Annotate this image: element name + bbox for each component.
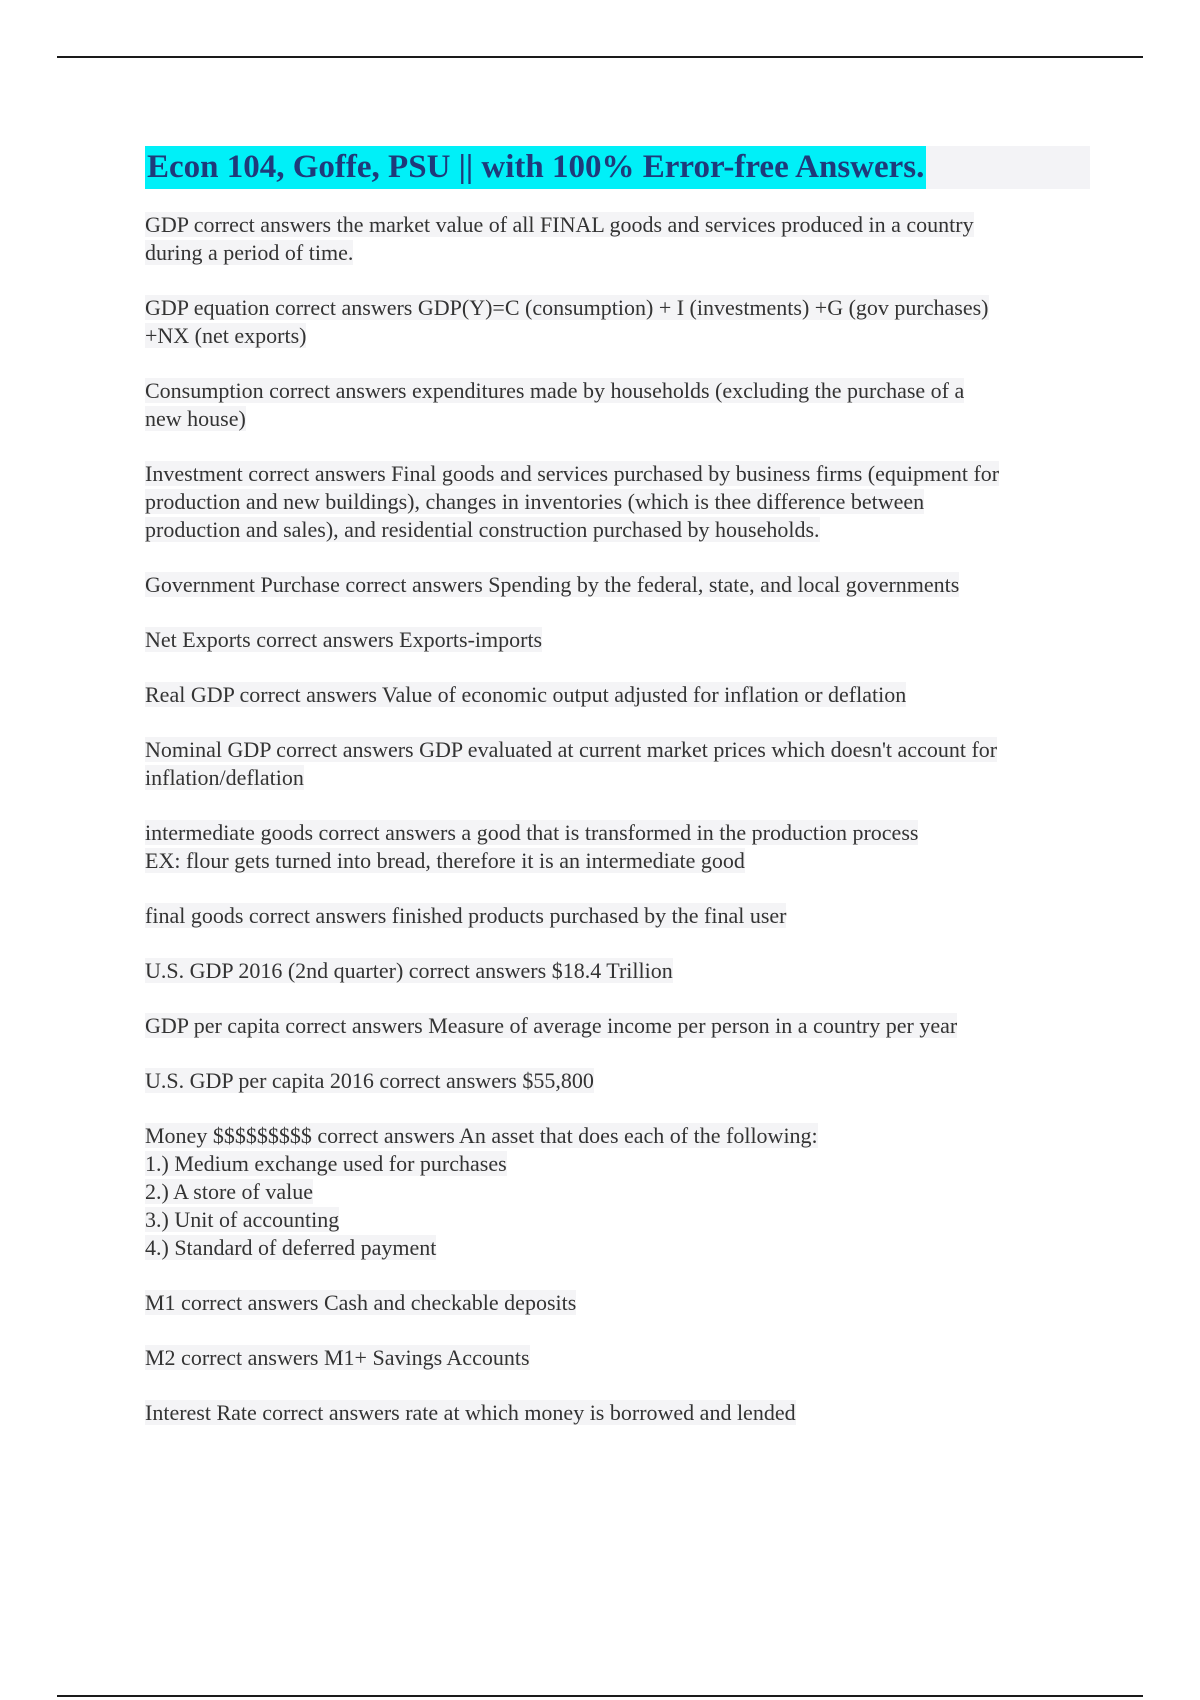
entry-line-text: Real GDP correct answers Value of economic output adjusted for inflation or deflation bbox=[145, 682, 907, 707]
entry-line-text: GDP per capita correct answers Measure of average income per person in a country per year bbox=[145, 1013, 958, 1038]
entry-line bbox=[145, 1012, 1090, 1040]
entry-line-text: Government Purchase correct answers Spending by the federal, state, and local governments bbox=[145, 572, 960, 597]
qa-entry bbox=[145, 1122, 1090, 1262]
entry-line bbox=[145, 1122, 1090, 1150]
entry-line-text: M1 correct answers Cash and checkable deposits bbox=[145, 1290, 577, 1315]
entry-line bbox=[145, 1399, 1090, 1427]
entry-line-text: 4.) Standard of deferred payment bbox=[145, 1235, 437, 1260]
entry-line-text: Net Exports correct answers Exports-imports bbox=[145, 627, 543, 652]
entry-line bbox=[145, 377, 1090, 405]
qa-entry bbox=[145, 377, 1090, 433]
title-row bbox=[145, 146, 1090, 189]
entry-line bbox=[145, 488, 1090, 516]
entry-line-text: EX: flour gets turned into bread, therefore it is an intermediate good bbox=[145, 848, 745, 873]
entry-line bbox=[145, 1150, 1090, 1178]
entry-line bbox=[145, 211, 1090, 239]
qa-entry bbox=[145, 1067, 1090, 1095]
entry-line bbox=[145, 1206, 1090, 1234]
entry-line-text: M2 correct answers M1+ Savings Accounts bbox=[145, 1345, 530, 1370]
entry-line-text: new house) bbox=[145, 406, 246, 431]
qa-entry bbox=[145, 571, 1090, 599]
entry-line-text: Money $$$$$$$$$ correct answers An asset that does each of the following: bbox=[145, 1123, 818, 1148]
entry-line bbox=[145, 1344, 1090, 1372]
qa-entry bbox=[145, 626, 1090, 654]
entry-list bbox=[145, 211, 1090, 1427]
qa-entry bbox=[145, 460, 1090, 544]
qa-entry bbox=[145, 294, 1090, 350]
qa-entry bbox=[145, 1344, 1090, 1372]
entry-line bbox=[145, 1234, 1090, 1262]
entry-line-text: Interest Rate correct answers rate at which money is borrowed and lended bbox=[145, 1400, 796, 1425]
entry-line bbox=[145, 1067, 1090, 1095]
entry-line-text: Nominal GDP correct answers GDP evaluated at current market prices which doesn't account for bbox=[145, 737, 998, 762]
qa-entry bbox=[145, 681, 1090, 709]
qa-entry bbox=[145, 1399, 1090, 1427]
entry-line bbox=[145, 460, 1090, 488]
entry-line-text: final goods correct answers finished products purchased by the final user bbox=[145, 903, 787, 928]
bottom-rule bbox=[57, 1695, 1143, 1697]
entry-line bbox=[145, 764, 1090, 792]
entry-line bbox=[145, 681, 1090, 709]
entry-line-text: GDP equation correct answers GDP(Y)=C (consumption) + I (investments) +G (gov purchases) bbox=[145, 295, 989, 320]
document-title: Econ 104, Goffe, PSU || with 100% Error-free Answers. bbox=[145, 146, 926, 189]
top-rule bbox=[57, 56, 1143, 58]
entry-line bbox=[145, 626, 1090, 654]
qa-entry bbox=[145, 1012, 1090, 1040]
entry-line-text: 3.) Unit of accounting bbox=[145, 1207, 340, 1232]
entry-line bbox=[145, 239, 1090, 267]
entry-line-text: during a period of time. bbox=[145, 240, 354, 265]
entry-line bbox=[145, 405, 1090, 433]
qa-entry bbox=[145, 1289, 1090, 1317]
document-body bbox=[145, 146, 1090, 1454]
entry-line-text: intermediate goods correct answers a good that is transformed in the production process bbox=[145, 820, 919, 845]
entry-line bbox=[145, 1178, 1090, 1206]
entry-line-text: 2.) A store of value bbox=[145, 1179, 314, 1204]
entry-line-text: production and new buildings), changes in inventories (which is thee difference between bbox=[145, 489, 925, 514]
entry-line bbox=[145, 322, 1090, 350]
qa-entry bbox=[145, 211, 1090, 267]
entry-line-text: production and sales), and residential construction purchased by households. bbox=[145, 517, 820, 542]
entry-line bbox=[145, 294, 1090, 322]
entry-line-text: inflation/deflation bbox=[145, 765, 304, 790]
entry-line bbox=[145, 516, 1090, 544]
qa-entry bbox=[145, 819, 1090, 875]
entry-line bbox=[145, 736, 1090, 764]
entry-line bbox=[145, 847, 1090, 875]
entry-line-text: U.S. GDP 2016 (2nd quarter) correct answers $18.4 Trillion bbox=[145, 958, 673, 983]
entry-line bbox=[145, 571, 1090, 599]
qa-entry bbox=[145, 902, 1090, 930]
entry-line-text: +NX (net exports) bbox=[145, 323, 307, 348]
entry-line bbox=[145, 1289, 1090, 1317]
entry-line-text: 1.) Medium exchange used for purchases bbox=[145, 1151, 507, 1176]
entry-line bbox=[145, 819, 1090, 847]
qa-entry bbox=[145, 736, 1090, 792]
entry-line-text: U.S. GDP per capita 2016 correct answers $55,800 bbox=[145, 1068, 594, 1093]
entry-line bbox=[145, 957, 1090, 985]
entry-line-text: Investment correct answers Final goods and services purchased by business firms (equipment for bbox=[145, 461, 1000, 486]
entry-line bbox=[145, 902, 1090, 930]
entry-line-text: GDP correct answers the market value of all FINAL goods and services produced in a country bbox=[145, 212, 974, 237]
qa-entry bbox=[145, 957, 1090, 985]
entry-line-text: Consumption correct answers expenditures made by households (excluding the purchase of a bbox=[145, 378, 965, 403]
